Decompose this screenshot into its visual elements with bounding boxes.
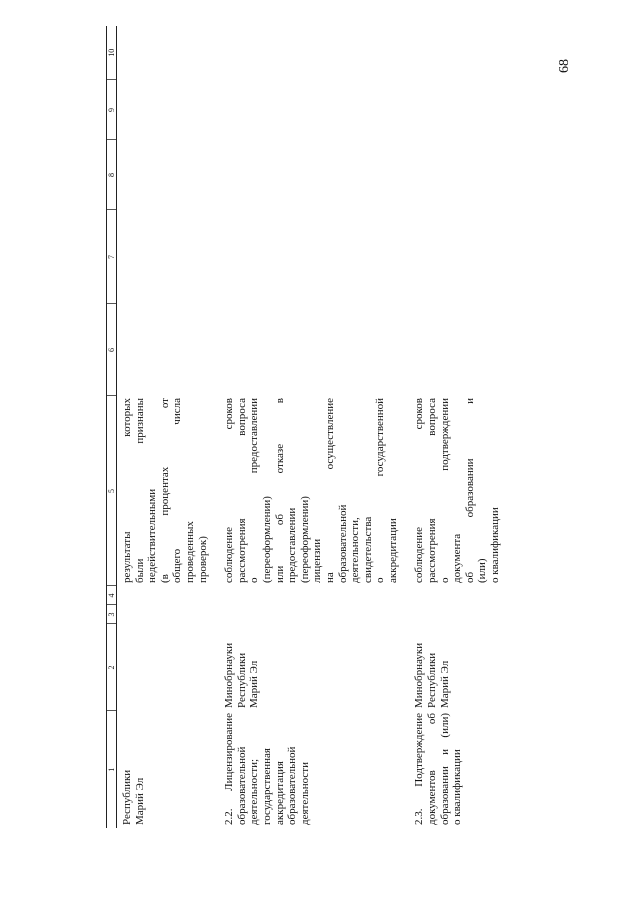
cell-col-5 xyxy=(117,396,220,586)
cell-col-4 xyxy=(219,586,409,605)
cell-col-5 xyxy=(409,396,511,586)
column-header-6: 6 xyxy=(107,304,117,396)
cell-text-line: проверок) xyxy=(196,536,209,583)
cell-text-line: образовании и (или) xyxy=(438,713,451,825)
cell-text-line: о подтверждении xyxy=(438,398,451,583)
column-header-1: 1 xyxy=(107,711,117,828)
cell-text-line: Марий Эл xyxy=(438,660,451,708)
cell-text-line: (в процентах от xyxy=(158,398,171,583)
cell-col-2 xyxy=(219,624,409,711)
cell-text-line: документа xyxy=(451,533,464,583)
cell-text-line: о квалификации xyxy=(489,507,502,583)
cell-text-line: Минобрнауки xyxy=(223,642,236,708)
cell-text-line: Республики xyxy=(426,652,439,708)
cell-col-1 xyxy=(219,711,409,828)
cell-text-line: предоставлении xyxy=(286,507,299,583)
column-number-header xyxy=(107,26,117,828)
cell-text-line: соблюдение сроков xyxy=(223,398,236,583)
cell-text-line: на осуществление xyxy=(323,398,336,583)
cell-text-line: свидетельства xyxy=(361,516,374,583)
indicators-table xyxy=(106,26,512,828)
column-header-7: 7 xyxy=(107,210,117,304)
cell-col-9 xyxy=(219,80,409,140)
cell-col-8 xyxy=(117,140,220,210)
cell-col-4 xyxy=(409,586,511,605)
cell-col-8 xyxy=(409,140,511,210)
cell-text-line: (переоформлении) xyxy=(260,496,273,583)
table-row xyxy=(117,26,220,828)
cell-col-3 xyxy=(409,605,511,624)
cell-text-line: образовательной xyxy=(286,746,299,825)
cell-text-line: 2.3. Подтверждение xyxy=(413,713,426,825)
cell-col-4 xyxy=(117,586,220,605)
cell-text-line: об образовании и xyxy=(463,398,476,583)
cell-text-line: общего числа xyxy=(171,398,184,583)
cell-col-10 xyxy=(409,26,511,80)
cell-text-line: деятельности; xyxy=(248,758,261,825)
cell-col-1 xyxy=(117,711,220,828)
table-body xyxy=(117,26,512,828)
cell-text-line: рассмотрения вопроса xyxy=(426,398,439,583)
column-header-5: 5 xyxy=(107,396,117,586)
cell-col-9 xyxy=(409,80,511,140)
cell-text-line: Республики xyxy=(121,769,133,825)
cell-text-line: о предоставлении xyxy=(248,398,261,583)
cell-col-7 xyxy=(219,210,409,304)
cell-text-line: образовательной xyxy=(235,746,248,825)
cell-text-line: 2.2. Лицензирование xyxy=(223,713,236,825)
cell-text-line: о квалификации xyxy=(451,749,464,825)
table-row xyxy=(409,26,511,828)
cell-col-7 xyxy=(117,210,220,304)
cell-text-line: Марий Эл xyxy=(133,777,146,825)
cell-col-2 xyxy=(409,624,511,711)
cell-text-line: образовательной xyxy=(336,504,349,583)
cell-text-line: о государственной xyxy=(374,398,387,583)
cell-text-line: аккредитация xyxy=(273,761,286,825)
page-number: 68 xyxy=(557,59,572,73)
cell-col-3 xyxy=(219,605,409,624)
cell-text-line: рассмотрения вопроса xyxy=(235,398,248,583)
cell-text-line: Марий Эл xyxy=(248,660,261,708)
cell-text-line: или об отказе в xyxy=(273,398,286,583)
cell-col-6 xyxy=(409,304,511,396)
cell-text-line: Минобрнауки xyxy=(413,642,426,708)
cell-text-line: (переоформлении) xyxy=(298,496,311,583)
cell-col-1 xyxy=(409,711,511,828)
cell-text-line: государственная xyxy=(260,748,273,825)
table-row xyxy=(219,26,409,828)
cell-text-line: лицензии xyxy=(311,538,324,583)
column-header-8: 8 xyxy=(107,140,117,210)
cell-col-9 xyxy=(117,80,220,140)
cell-text-line: документов об xyxy=(426,713,439,825)
cell-col-10 xyxy=(219,26,409,80)
cell-text-line: (или) xyxy=(476,558,489,583)
cell-text-line: результаты которых xyxy=(121,398,133,583)
column-header-2: 2 xyxy=(107,624,117,711)
cell-text-line: были признаны xyxy=(133,398,146,583)
cell-text-line: деятельности, xyxy=(349,517,362,583)
cell-col-3 xyxy=(117,605,220,624)
cell-col-7 xyxy=(409,210,511,304)
cell-text-line: недействительными xyxy=(146,488,159,583)
cell-col-8 xyxy=(219,140,409,210)
column-header-4: 4 xyxy=(107,586,117,605)
cell-col-5 xyxy=(219,396,409,586)
column-header-10: 10 xyxy=(107,26,117,80)
cell-text-line: соблюдение сроков xyxy=(413,398,426,583)
cell-col-6 xyxy=(219,304,409,396)
cell-col-10 xyxy=(117,26,220,80)
column-header-3: 3 xyxy=(107,605,117,624)
column-header-9: 9 xyxy=(107,80,117,140)
cell-text-line: деятельности xyxy=(298,762,311,825)
cell-text-line: Республики xyxy=(235,652,248,708)
cell-col-2 xyxy=(117,624,220,711)
cell-text-line: проведенных xyxy=(183,521,196,583)
cell-col-6 xyxy=(117,304,220,396)
cell-text-line: аккредитации xyxy=(386,518,399,583)
